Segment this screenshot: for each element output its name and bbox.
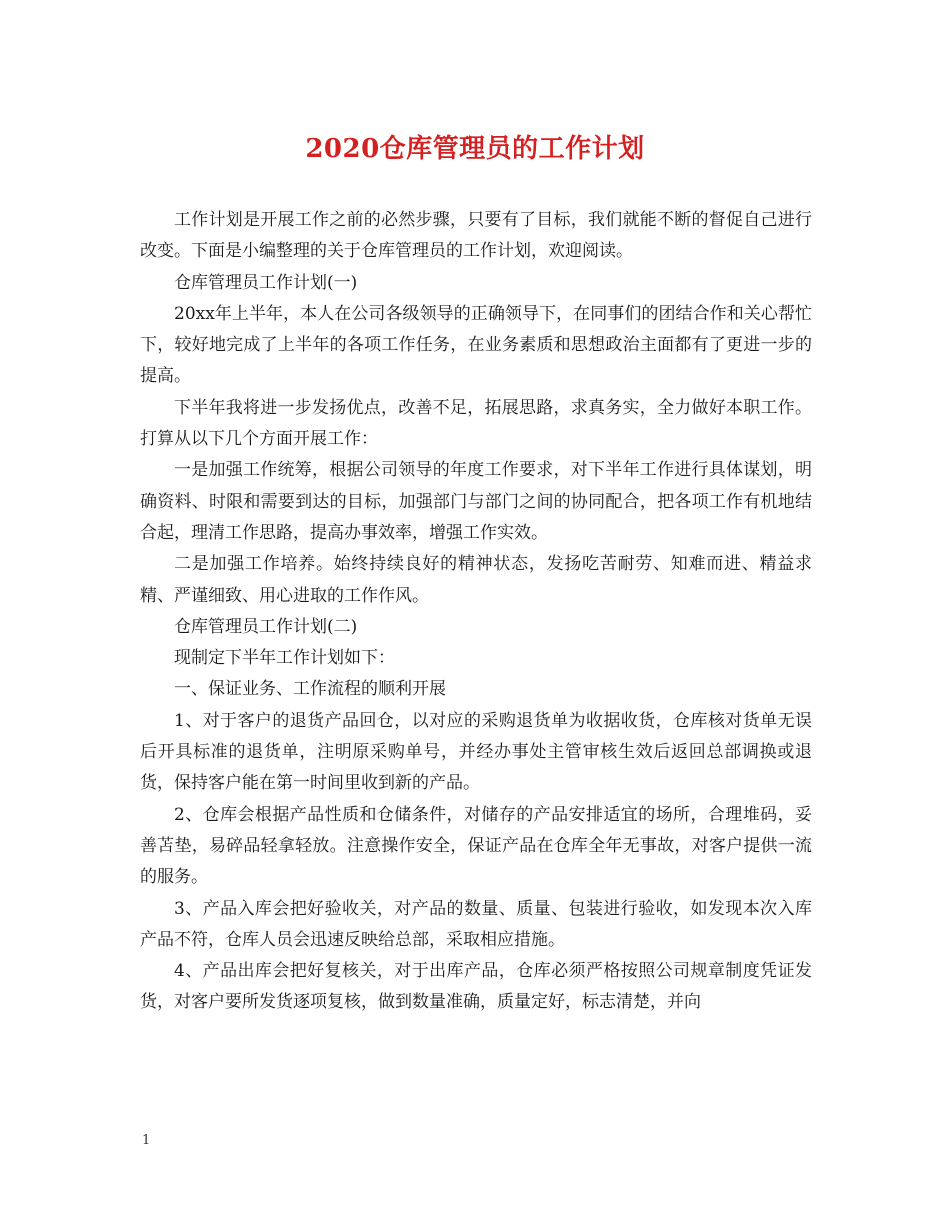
section-heading-plan-two: 仓库管理员工作计划(二) bbox=[174, 616, 358, 637]
document-body bbox=[140, 205, 812, 1019]
list-item: 2、仓库会根据产品性质和仓储条件，对储存的产品安排适宜的场所，合理堆码，妥善苫垫，易碎品轻拿轻放。注意操作安全，保证产品在仓库全年无事故，对客户提供一流的服务。 bbox=[140, 804, 812, 888]
body-paragraph: 一是加强工作统筹，根据公司领导的年度工作要求，对下半年工作进行具体谋划，明确资料、时限和需要到达的目标，加强部门与部门之间的协同配合，把各项工作有机地结合起，理清工作思路，提高办事效率，增强工作实效。 bbox=[140, 460, 812, 543]
document-title: 2020仓库管理员的工作计划 bbox=[305, 134, 645, 164]
list-item: 3、产品入库会把好验收关，对产品的数量、质量、包装进行验收，如发现本次入库产品不符，仓库人员会迅速反映给总部，采取相应措施。 bbox=[140, 898, 812, 950]
body-paragraph: 二是加强工作培养。始终持续良好的精神状态，发扬吃苦耐劳、知难而进、精益求精、严谨细致、用心进取的工作作风。 bbox=[140, 554, 812, 606]
list-item: 1、对于客户的退货产品回仓，以对应的采购退货单为收据收货，仓库核对货单无误后开具标准的退货单，注明原采购单号，并经办事处主管审核生效后返回总部调换或退货，保持客户能在第一时间里收到新的产品。 bbox=[140, 710, 812, 794]
body-paragraph: 下半年我将进一步发扬优点，改善不足，拓展思路，求真务实，全力做好本职工作。打算从以下几个方面开展工作： bbox=[140, 397, 812, 450]
list-item: 4、产品出库会把好复核关，对于出库产品，仓库必须严格按照公司规章制度凭证发货，对客户要所发货逐项复核，做到数量准确，质量定好，标志清楚，并向 bbox=[140, 961, 812, 1013]
body-paragraph: 现制定下半年工作计划如下： bbox=[174, 648, 395, 669]
body-paragraph: 20xx年上半年，本人在公司各级领导的正确领导下，在同事们的团结合作和关心帮忙下，较好地完成了上半年的各项工作任务，在业务素质和思想政治主面都有了更进一步的提高。 bbox=[140, 303, 812, 387]
intro-paragraph: 工作计划是开展工作之前的必然步骤，只要有了目标，我们就能不断的督促自己进行改变。下面是小编整理的关于仓库管理员的工作计划，欢迎阅读。 bbox=[140, 210, 812, 262]
section-heading-plan-one: 仓库管理员工作计划(一) bbox=[174, 272, 358, 293]
page-number: 1 bbox=[142, 1133, 151, 1148]
subsection-heading: 一、保证业务、工作流程的顺利开展 bbox=[174, 679, 446, 700]
